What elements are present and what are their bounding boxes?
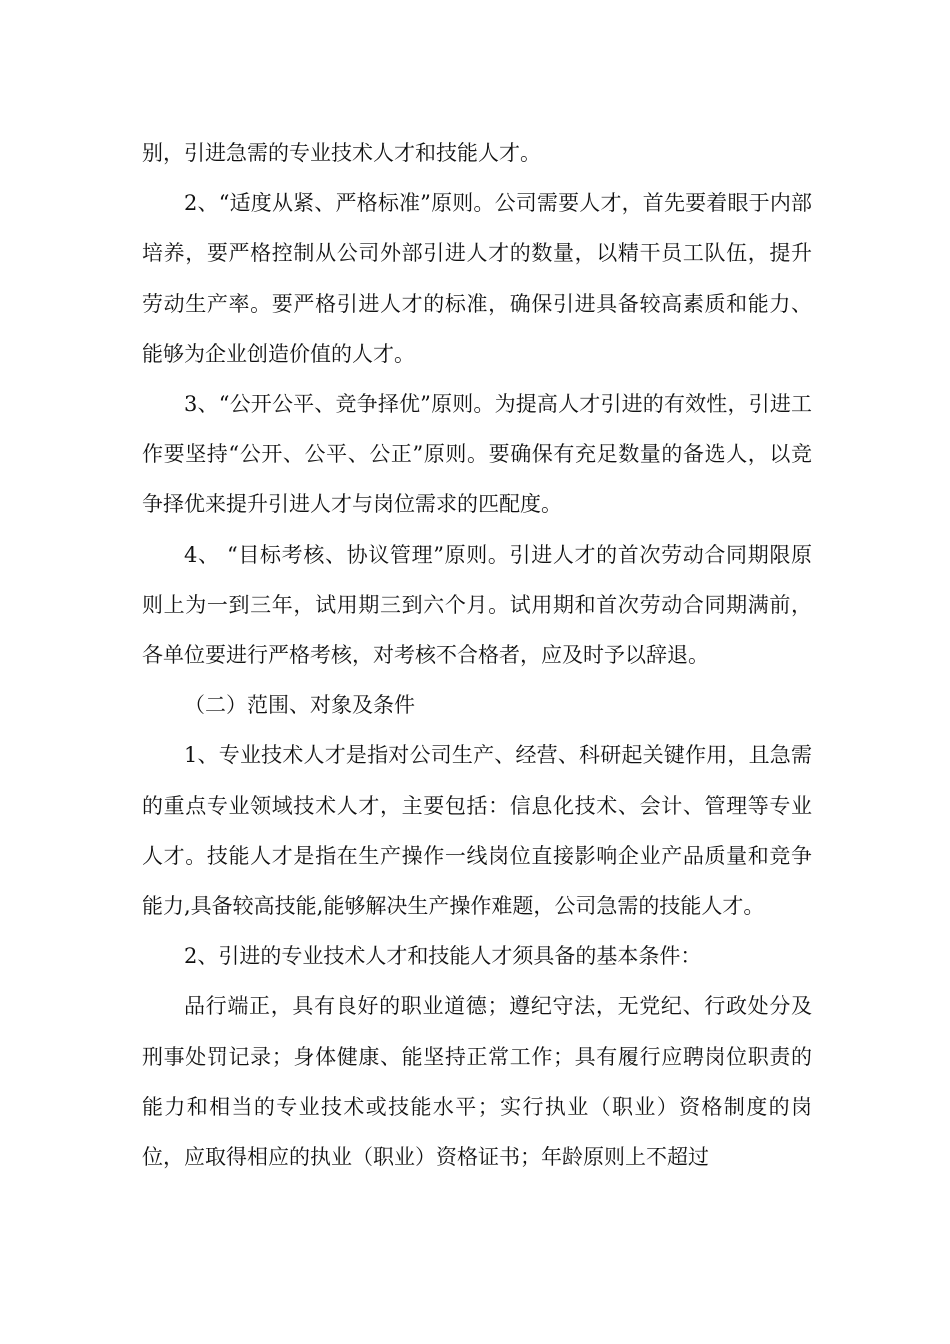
paragraph-principle-3: 3、“公开公平、竞争择优”原则。为提高人才引进的有效性，引进工作要坚持“公开、公平、公正”原则。要确保有充足数量的备选人，以竞争择优来提升引进人才与岗位需求的匹配度。: [142, 392, 812, 517]
paragraph-basic-conditions: 品行端正，具有良好的职业道德；遵纪守法，无党纪、行政处分及刑事处罚记录；身体健康、能坚持正常工作；具有履行应聘岗位职责的能力和相当的专业技术或技能水平；实行执业（职业）资格制度的岗位，应取得相应的执业（职业）资格证书；年龄原则上不超过: [142, 994, 812, 1170]
paragraph-continuation: 别，引进急需的专业技术人才和技能人才。: [142, 141, 541, 165]
paragraph-principle-2: 2、“适度从紧、严格标准”原则。公司需要人才，首先要着眼于内部培养，要严格控制从公司外部引进人才的数量，以精干员工队伍，提升劳动生产率。要严格引进人才的标准，确保引进具备较高素质和能力、能够为企业创造价值的人才。: [142, 191, 812, 366]
document-body: [142, 128, 812, 1182]
section-heading-scope: （二）范围、对象及条件: [184, 693, 415, 718]
paragraph-scope-2: 2、引进的专业技术人才和技能人才须具备的基本条件：: [184, 944, 702, 969]
paragraph-scope-1: 1、专业技术人才是指对公司生产、经营、科研起关键作用，且急需的重点专业领域技术人才，主要包括：信息化技术、会计、管理等专业人才。技能人才是指在生产操作一线岗位直接影响企业产品质量和竞争能力,具备较高技能,能够解决生产操作难题，公司急需的技能人才。: [142, 743, 812, 919]
paragraph-principle-4: 4、 “目标考核、协议管理”原则。引进人才的首次劳动合同期限原则上为一到三年，试用期三到六个月。试用期和首次劳动合同期满前，各单位要进行严格考核，对考核不合格者，应及时予以辞退。: [142, 542, 812, 668]
